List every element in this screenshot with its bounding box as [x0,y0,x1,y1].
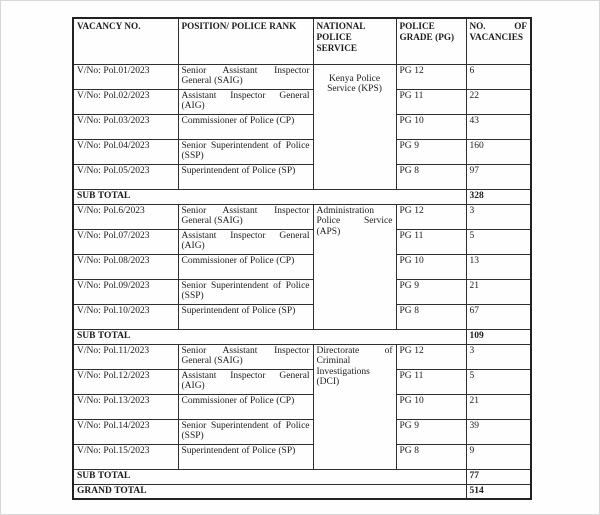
vacancy-no-cell: V/No: Pol.12/2023 [73,369,178,394]
rank-cell: Senior Assistant Inspector General (SAIG) [178,204,313,229]
grade-cell: PG 9 [396,419,466,444]
vacancy-no-cell: V/No: Pol.13/2023 [73,394,178,419]
rank-cell: Superintendent of Police (SP) [178,304,313,329]
count-cell: 21 [466,279,531,304]
table-row [73,304,531,329]
table-row [73,254,531,279]
grade-cell: PG 9 [396,279,466,304]
grade-cell: PG 10 [396,254,466,279]
count-cell: 21 [466,394,531,419]
rank-cell: Commissioner of Police (CP) [178,394,313,419]
grade-cell: PG 11 [396,369,466,394]
rank-cell: Superintendent of Police (SP) [178,444,313,469]
table-row [73,114,531,139]
count-cell: 6 [466,64,531,89]
vacancy-no-cell: V/No: Pol.6/2023 [73,204,178,229]
rank-cell: Senior Superintendent of Police (SSP) [178,279,313,304]
rank-cell: Senior Assistant Inspector General (SAIG) [178,344,313,369]
service-cell-kps: Kenya Police Service (KPS) [313,64,396,189]
grade-cell: PG 12 [396,204,466,229]
vacancy-no-cell: V/No: Pol.10/2023 [73,304,178,329]
header-national-police-service: NATIONAL POLICE SERVICE [313,18,396,64]
vacancy-table [72,17,532,500]
vacancy-no-cell: V/No: Pol.01/2023 [73,64,178,89]
count-cell: 97 [466,164,531,189]
vacancy-no-cell: V/No: Pol.05/2023 [73,164,178,189]
count-cell: 5 [466,369,531,394]
rank-cell: Commissioner of Police (CP) [178,114,313,139]
count-cell: 22 [466,89,531,114]
grade-cell: PG 12 [396,344,466,369]
vacancy-no-cell: V/No: Pol.11/2023 [73,344,178,369]
subtotal-label: SUB TOTAL [73,189,466,204]
subtotal-value: 77 [466,469,531,484]
count-cell: 13 [466,254,531,279]
table-row [73,394,531,419]
rank-cell: Assistant Inspector General (AIG) [178,89,313,114]
table-row [73,229,531,254]
table-row [73,279,531,304]
grade-cell: PG 10 [396,114,466,139]
grade-cell: PG 8 [396,444,466,469]
vacancy-no-cell: V/No: Pol.03/2023 [73,114,178,139]
vacancy-no-cell: V/No: Pol.04/2023 [73,139,178,164]
table-row [73,64,531,89]
table-row [73,344,531,369]
rank-cell: Superintendent of Police (SP) [178,164,313,189]
count-cell: 5 [466,229,531,254]
rank-cell: Senior Assistant Inspector General (SAIG) [178,64,313,89]
vacancy-no-cell: V/No: Pol.08/2023 [73,254,178,279]
grade-cell: PG 8 [396,164,466,189]
subtotal-value: 109 [466,329,531,344]
grand-total-row [73,484,531,499]
count-cell: 67 [466,304,531,329]
header-police-grade: POLICE GRADE (PG) [396,18,466,64]
count-cell: 160 [466,139,531,164]
vacancy-no-cell: V/No: Pol.07/2023 [73,229,178,254]
grand-total-label: GRAND TOTAL [73,484,466,499]
grand-total-value: 514 [466,484,531,499]
vacancy-no-cell: V/No: Pol.02/2023 [73,89,178,114]
subtotal-row [73,469,531,484]
table-row [73,369,531,394]
rank-cell: Assistant Inspector General (AIG) [178,369,313,394]
rank-cell: Senior Superintendent of Police (SSP) [178,139,313,164]
subtotal-label: SUB TOTAL [73,469,466,484]
grade-cell: PG 11 [396,89,466,114]
subtotal-value: 328 [466,189,531,204]
table-header-row [73,18,531,64]
table-row [73,139,531,164]
table-row [73,204,531,229]
table-row [73,89,531,114]
table-row [73,444,531,469]
vacancy-no-cell: V/No: Pol.15/2023 [73,444,178,469]
header-position-rank: POSITION/ POLICE RANK [178,18,313,64]
service-cell-dci: Directorate of Criminal Investigations (DCI) [313,344,396,469]
count-cell: 3 [466,344,531,369]
grade-cell: PG 11 [396,229,466,254]
vacancy-no-cell: V/No: Pol.09/2023 [73,279,178,304]
rank-cell: Commissioner of Police (CP) [178,254,313,279]
table-row [73,419,531,444]
service-cell-aps: Administration Police Service (APS) [313,204,396,329]
subtotal-row [73,329,531,344]
vacancy-no-cell: V/No: Pol.14/2023 [73,419,178,444]
grade-cell: PG 9 [396,139,466,164]
subtotal-row [73,189,531,204]
rank-cell: Assistant Inspector General (AIG) [178,229,313,254]
count-cell: 3 [466,204,531,229]
subtotal-label: SUB TOTAL [73,329,466,344]
header-vacancy-no: VACANCY NO. [73,18,178,64]
grade-cell: PG 12 [396,64,466,89]
count-cell: 9 [466,444,531,469]
header-no-of-vacancies: NO. OF VACANCIES [466,18,531,64]
count-cell: 43 [466,114,531,139]
count-cell: 39 [466,419,531,444]
grade-cell: PG 10 [396,394,466,419]
rank-cell: Senior Superintendent of Police (SSP) [178,419,313,444]
grade-cell: PG 8 [396,304,466,329]
table-row [73,164,531,189]
